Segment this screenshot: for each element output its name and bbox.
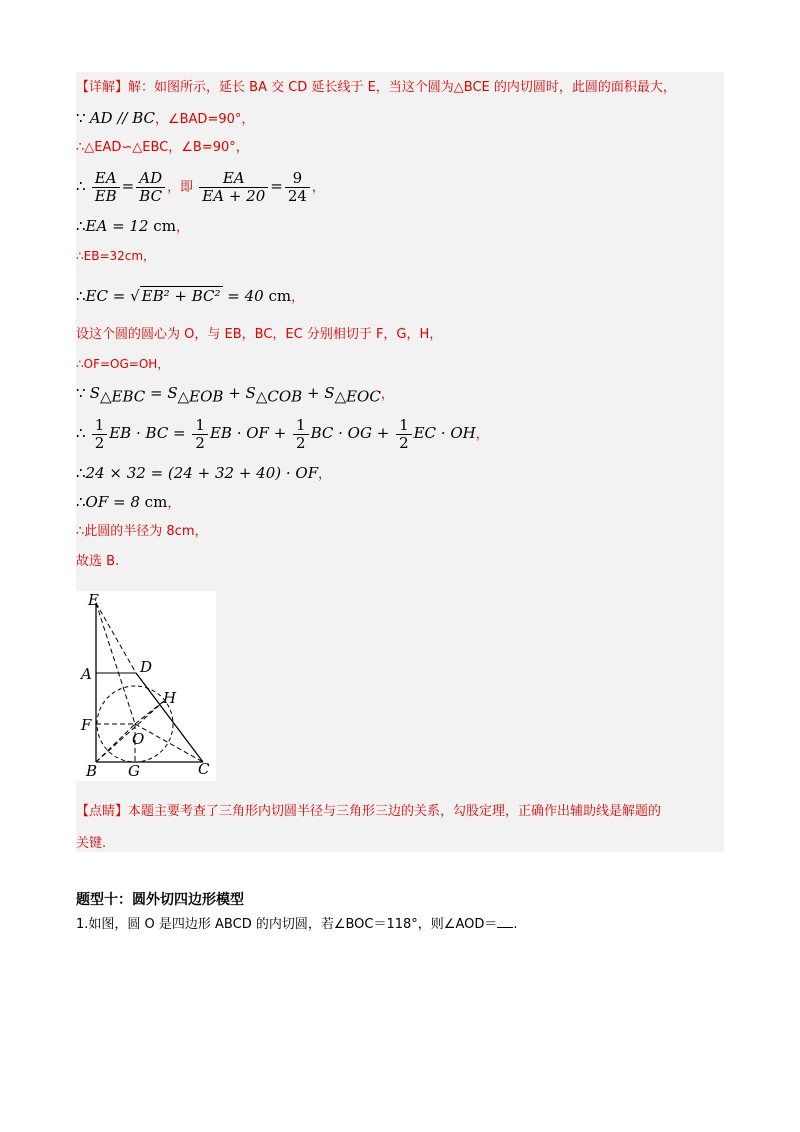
- section-heading: 题型十：圆外切四边形模型: [76, 892, 244, 908]
- label-b: B: [86, 762, 98, 780]
- line-bh: [96, 701, 164, 762]
- solution-line-13: ∴OF = 8 cm，: [76, 493, 181, 511]
- label-o: O: [132, 730, 145, 748]
- comment-tag: 【点睛】: [76, 804, 129, 819]
- triangle-incircle-diagram: [76, 591, 216, 781]
- solution-line-6: ∴EB=32cm，: [76, 249, 156, 263]
- solution-line-14: ∴此圆的半径为 8cm，: [76, 524, 208, 539]
- label-e: E: [88, 591, 99, 609]
- label-d: D: [140, 658, 153, 676]
- geometry-figure: [76, 591, 216, 781]
- solution-line-5: ∴EA = 12 cm，: [76, 217, 189, 235]
- solution-line-10: ∵ $S_{\triangle EBC} = S_{\triangle EOB} + S_{\triangle COB} + S_{\triangle EOC}$，: [76, 384, 394, 406]
- line-oc: [135, 724, 203, 762]
- comment-line-2: 关键.: [76, 836, 107, 851]
- solution-line-11: ∴ $\frac{1}{2}$ EB · BC = $\frac{1}{2}$ EB · OF + $\frac{1}{2}$ BC · OG + $\frac{1}{2}$ EC · OH，: [76, 416, 489, 452]
- label-c: C: [198, 760, 210, 778]
- solution-line-12: ∴24 × 32 = (24 + 32 + 40) · OF，: [76, 464, 332, 482]
- solution-line-1: 【详解】解：如图所示，延长 BA 交 CD 延长线于 E，当这个圆为△BCE 的内切圆时，此圆的面积最大，: [76, 80, 676, 95]
- solution-line-7: ∴EC = √ EB² + BC² = 40 cm，: [76, 287, 305, 305]
- label-g: G: [128, 762, 140, 780]
- solution-line-2: ∵ AD // BC，∠BAD=90°，: [76, 109, 255, 127]
- detail-tag: 【详解】: [76, 80, 129, 95]
- label-h: H: [163, 689, 177, 707]
- label-f: F: [81, 716, 92, 734]
- solution-line-4: ∴ $\frac{EA}{EB}$ = $\frac{AD}{BC}$ ，即 $\frac{EA}{EA + 20}$ = $\frac{9}{24}$ ，: [76, 169, 325, 205]
- solution-line-8: 设这个圆的圆心为 O，与 EB，BC，EC 分别相切于 F，G，H，: [76, 327, 443, 342]
- extension-ed: [96, 603, 136, 673]
- solution-line-3: ∴△EAD∽△EBC，∠B=90°，: [76, 140, 249, 155]
- comment-line-1: 【点睛】本题主要考查了三角形内切圆半径与三角形三边的关系，勾股定理，正确作出辅助线是解题的: [76, 804, 662, 819]
- label-a: A: [81, 665, 92, 683]
- answer-blank[interactable]: [497, 927, 513, 928]
- line-eo: [96, 603, 135, 724]
- question-1: 1.如图，圆 O 是四边形 ABCD 的内切圆，若∠BOC＝118°，则∠AOD＝ .: [76, 917, 518, 932]
- solution-line-15: 故选 B.: [76, 554, 120, 569]
- solution-line-9: ∴OF=OG=OH，: [76, 357, 170, 371]
